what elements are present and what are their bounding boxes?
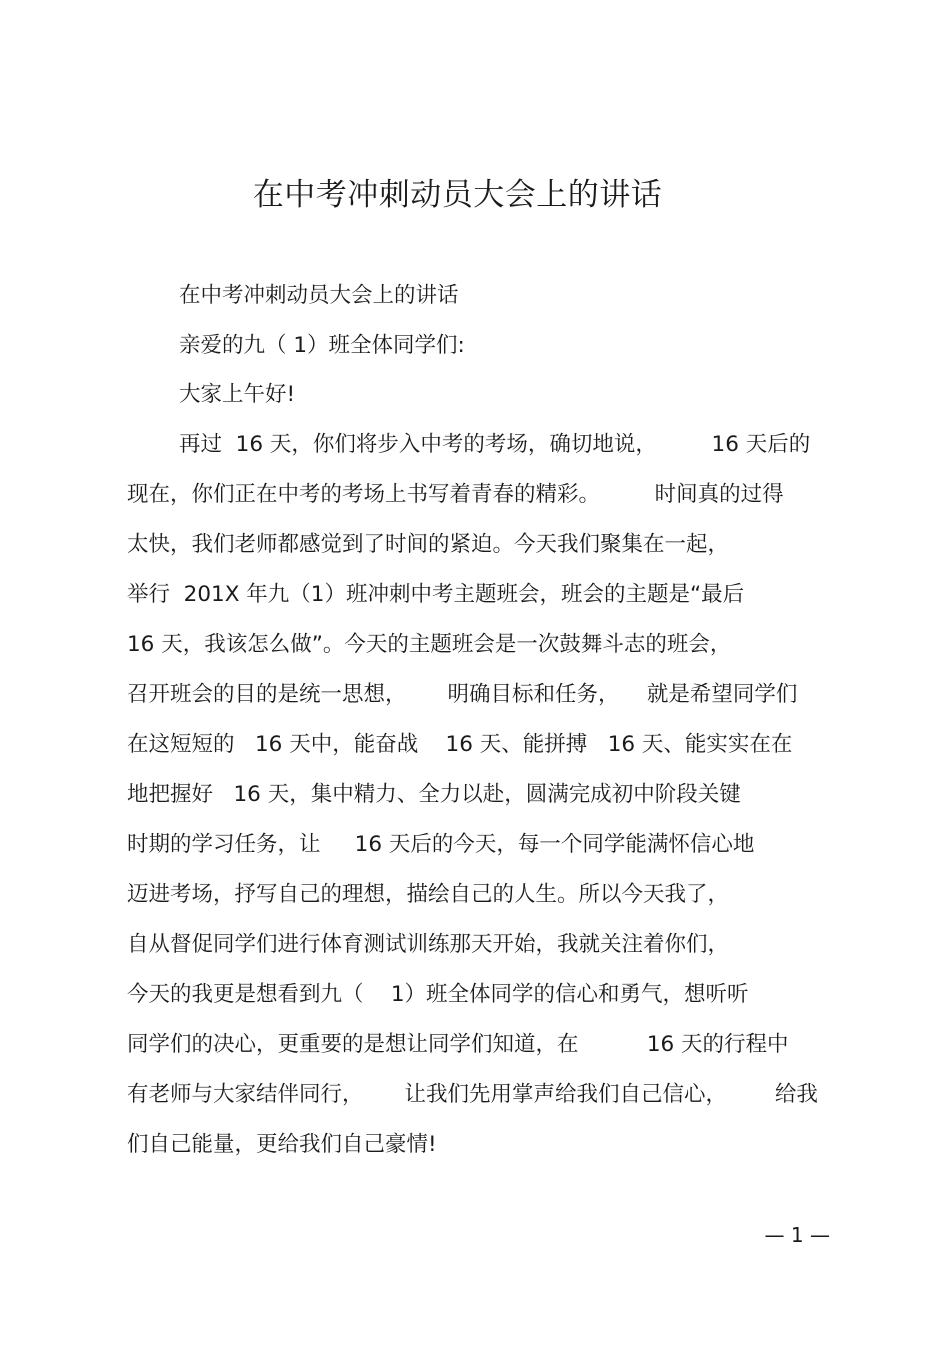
body-line: 今天的我更是想看到九（ 1）班全体同学的信心和勇气，想听听: [127, 982, 749, 1007]
document-title: 在中考冲刺动员大会上的讲话: [252, 177, 663, 213]
body-line: 地把握好 16 天，集中精力、全力以赴，圆满完成初中阶段关键: [127, 782, 741, 807]
body-line: 召开班会的目的是统一思想， 明确目标和任务， 就是希望同学们: [127, 682, 798, 707]
body-line: 现在，你们正在中考的考场上书写着青春的精彩。 时间真的过得: [127, 482, 784, 507]
body-line: 迈进考场，抒写自己的理想，描绘自己的人生。所以今天我了，: [127, 882, 730, 907]
body-line: 有老师与大家结伴同行， 让我们先用掌声给我们自己信心， 给我: [127, 1082, 818, 1107]
body-line: 同学们的决心，更重要的是想让同学们知道，在 16 天的行程中: [127, 1032, 789, 1057]
greeting-line: 大家上午好!: [179, 382, 296, 407]
body-line: 们自己能量，更给我们自己豪情!: [127, 1132, 437, 1157]
subtitle-line: 在中考冲刺动员大会上的讲话: [179, 283, 459, 308]
body-line: 再过 16 天，你们将步入中考的考场，确切地说， 16 天后的: [179, 432, 811, 457]
body-line: 16 天，我该怎么做”。今天的主题班会是一次鼓舞斗志的班会，: [127, 632, 732, 657]
page-number: — 1 —: [764, 1223, 830, 1247]
body-line: 在这短短的 16 天中，能奋战 16 天、能拼搏 16 天、能实实在在: [127, 732, 793, 757]
salutation-line: 亲爱的九（ 1）班全体同学们:: [179, 333, 465, 358]
body-line: 举行 201X 年九（1）班冲刺中考主题班会，班会的主题是“最后: [127, 582, 745, 607]
body-line: 太快，我们老师都感觉到了时间的紧迫。今天我们聚集在一起，: [127, 532, 730, 557]
body-line: 时期的学习任务，让 16 天后的今天，每一个同学能满怀信心地: [127, 832, 755, 857]
body-line: 自从督促同学们进行体育测试训练那天开始，我就关注着你们，: [127, 932, 730, 957]
